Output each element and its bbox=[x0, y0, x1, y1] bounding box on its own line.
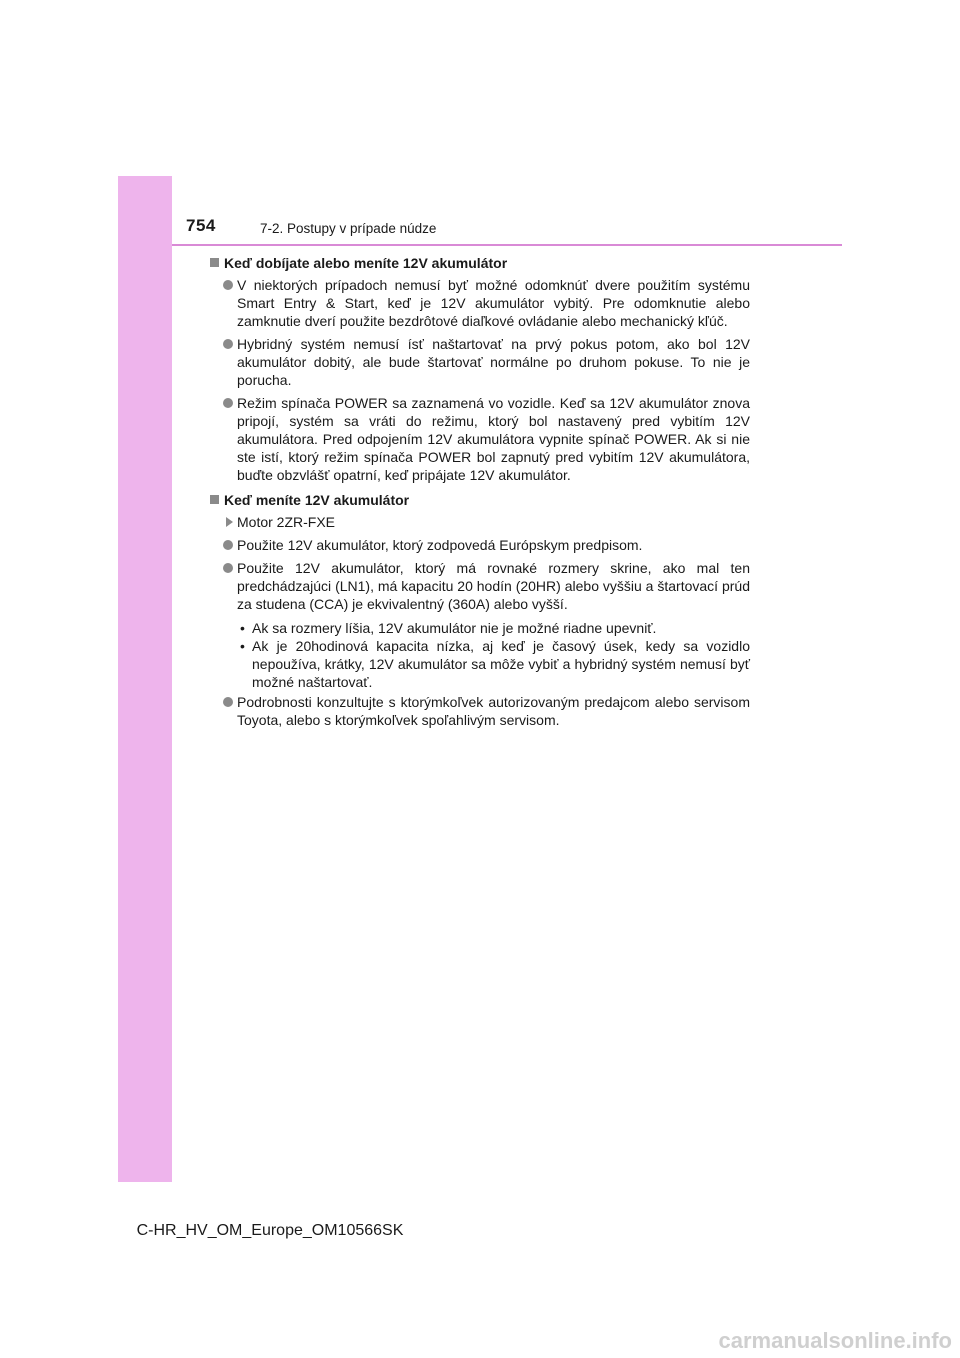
section-heading-charging bbox=[210, 254, 750, 272]
small-bullet-icon: • bbox=[240, 638, 245, 654]
document-code: C-HR_HV_OM_Europe_OM10566SK bbox=[136, 1222, 404, 1239]
circle-bullet-icon bbox=[223, 280, 233, 290]
item-text: Režim spínača POWER sa zaznamená vo vozidle. Keď sa 12V akumulátor znova pripojí, systém sa vráti do režimu, ktorý bol nastavený pred vybitím 12V akumulátora. Pred odpojením 12V akumulátora vypnite spínač POWER. Ak si nie ste istí, ktorý režim spínača POWER bol zapnutý pred vybitím 12V akumulátora, buďte obzvlášť opatrní, keď pripájate 12V akumulátor. bbox=[237, 395, 750, 483]
item-text: Hybridný systém nemusí ísť naštartovať na prvý pokus potom, ako bol 12V akumulátor dobitý, ale bude štartovať normálne po druhom pokuse. To nie je porucha. bbox=[237, 336, 750, 388]
list-item bbox=[210, 693, 750, 729]
item-text: Použite 12V akumulátor, ktorý má rovnaké rozmery skrine, ako mal ten predchádzajúci (LN1), má kapacitu 20 hodín (20HR) alebo vyššiu a štartovací prúd za studena (CCA) je ekvivalentný (360A) alebo vyšší. bbox=[237, 560, 750, 612]
triangle-arrow-icon bbox=[226, 517, 233, 527]
heading-text: Keď dobíjate alebo meníte 12V akumulátor bbox=[224, 255, 508, 271]
sub-list-item bbox=[210, 637, 750, 691]
circle-bullet-icon bbox=[223, 563, 233, 573]
section-heading-replacing bbox=[210, 491, 750, 509]
sub-item-text: Ak je 20hodinová kapacita nízka, aj keď je časový úsek, kedy sa vozidlo nepoužíva, krátky, 12V akumulátor sa môže vybiť a hybridný systém nemusí byť možné naštartovať. bbox=[252, 638, 750, 690]
list-item bbox=[210, 394, 750, 484]
heading-text: Keď meníte 12V akumulátor bbox=[224, 492, 410, 508]
list-item bbox=[210, 276, 750, 330]
circle-bullet-icon bbox=[223, 398, 233, 408]
header-rule bbox=[172, 244, 842, 246]
engine-variant bbox=[210, 513, 750, 531]
side-color-band bbox=[118, 176, 172, 1182]
section-title: 7-2. Postupy v prípade núdze bbox=[260, 221, 437, 236]
item-text: Použite 12V akumulátor, ktorý zodpovedá Európskym predpisom. bbox=[237, 537, 643, 553]
page-number: 754 bbox=[186, 216, 216, 235]
item-text: Podrobnosti konzultujte s ktorýmkoľvek autorizovaným predajcom alebo servisom Toyota, alebo s ktorýmkoľvek spoľahlivým servisom. bbox=[237, 694, 750, 728]
square-bullet-icon bbox=[210, 495, 219, 504]
list-item bbox=[210, 536, 750, 554]
sub-item-text: Ak sa rozmery líšia, 12V akumulátor nie je možné riadne upevniť. bbox=[252, 620, 657, 636]
engine-text: Motor 2ZR-FXE bbox=[237, 514, 336, 530]
item-text: V niektorých prípadoch nemusí byť možné odomknúť dvere použitím systému Smart Entry & Start, keď je 12V akumulátor vybitý. Pre odomknutie alebo zamknutie dverí použite bezdrôtové diaľkové ovládanie alebo mechanický kľúč. bbox=[237, 277, 750, 329]
list-item bbox=[210, 335, 750, 389]
page-content bbox=[210, 254, 750, 734]
circle-bullet-icon bbox=[223, 697, 233, 707]
small-bullet-icon: • bbox=[240, 620, 245, 636]
list-item bbox=[210, 559, 750, 613]
circle-bullet-icon bbox=[223, 339, 233, 349]
circle-bullet-icon bbox=[223, 540, 233, 550]
sub-list-item bbox=[210, 619, 750, 637]
watermark-logo: carmanualsonline.info bbox=[718, 1328, 952, 1353]
square-bullet-icon bbox=[210, 258, 219, 267]
